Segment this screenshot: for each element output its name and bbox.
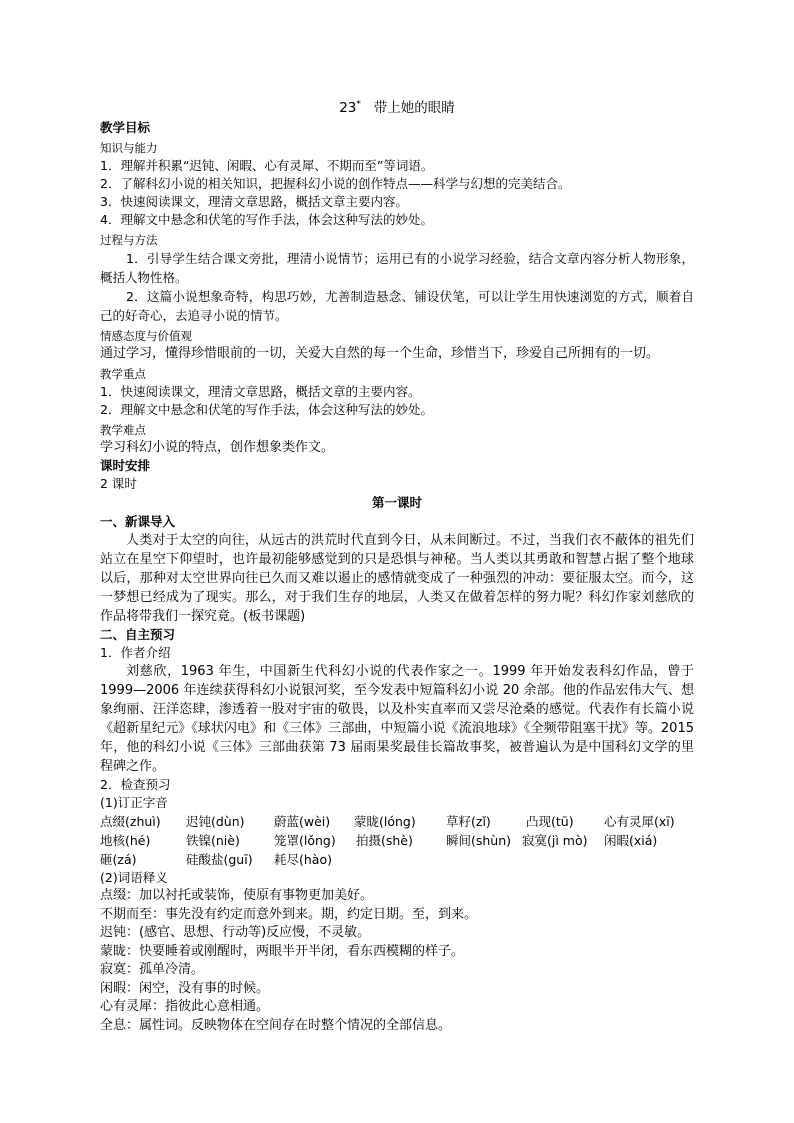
author-text: 刘慈欣，1963 年生，中国新生代科幻小说的代表作家之一。1999 年开始发表科幻作品，曾于 1999—2006 年连续获得科幻小说银河奖，至今发表中短篇科幻小说 20 余部。他的作品宏伟大气、想象绚丽、汪洋恣肆，渗透着一股对宇宙的敬畏，以及朴实直率而又尝尽沧桑的感觉。代表作有长篇小说《超新星纪元》《球状闪电》和《三体》三部曲，中短篇小说《流浪地球》《全频带阻塞干扰》等。2015 年，他的科幻小说《三体》三部曲获第 73 届雨果奖最佳长篇故事奖，被普遍认为是中国科幻文学的里程碑之作。 xyxy=(100,664,694,774)
pronunciation-row xyxy=(100,850,694,869)
schedule-heading: 课时安排 xyxy=(100,458,151,473)
knowledge-item: 2．了解科幻小说的相关知识，把握科幻小说的创作特点——科学与幻想的完美结合。 xyxy=(100,176,571,191)
asterisk-mark: * xyxy=(356,99,361,110)
emotion-heading: 情感态度与价值观 xyxy=(100,329,192,343)
pronunciation-cell: 铁镍(niè) xyxy=(186,833,240,848)
knowledge-item: 4．理解文中悬念和伏笔的写作手法，体会这种写法的妙处。 xyxy=(100,212,433,227)
vocab-item: 心有灵犀：指彼此心意相通。 xyxy=(100,999,270,1014)
vocab-item: 寂寞：孤单冷清。 xyxy=(100,962,205,977)
document-content xyxy=(100,98,694,1035)
vocab-heading: (2)词语释义 xyxy=(100,870,168,885)
pronunciation-cell: 砸(zá) xyxy=(100,852,137,867)
key-points-heading: 教学重点 xyxy=(100,367,146,381)
vocab-item: 全息：属性词。反映物体在空间存在时整个情况的全部信息。 xyxy=(100,1017,452,1033)
pronunciation-cell: 点缀(zhuì) xyxy=(100,814,161,829)
pronunciation-cell: 耗尽(hào) xyxy=(274,852,332,867)
author-heading: 1．作者介绍 xyxy=(100,645,171,660)
pronunciation-cell: 地核(hé) xyxy=(100,833,151,848)
vocab-item: 蒙眬：快要睡着或刚醒时，两眼半开半闭，看东西模糊的样子。 xyxy=(100,943,465,959)
process-item: 2．这篇小说想象奇特，构思巧妙，尤善制造悬念、铺设伏笔，可以让学生用快速浏览的方式，顺着自己的好奇心，去追寻小说的情节。 xyxy=(100,289,694,323)
schedule-text: 2 课时 xyxy=(100,476,137,491)
pronunciation-cell: 蔚蓝(wèi) xyxy=(274,814,331,829)
vocab-item: 迟钝：(感官、思想、行动等)反应慢，不灵敏。 xyxy=(100,925,371,940)
knowledge-item: 3．快速阅读课文，理清文章思路，概括文章主要内容。 xyxy=(100,194,408,209)
intro-text: 人类对于太空的向往，从远古的洪荒时代直到今日，从未间断过。不过，当我们衣不蔽体的祖先们站立在星空下仰望时，也许最初能够感觉到的只是恐惧与神秘。当人类以其勇敢和智慧占据了整个地球以后，那种对太空世界向往已久而又难以遏止的感情就变成了一种强烈的冲动：要征服太空。而今，这一梦想已经成为了现实。那么，对于我们生存的地层，人类又在做着怎样的努力呢？科幻作家刘慈欣的作品将带我们一探究竟。(板书课题) xyxy=(100,533,694,624)
pronunciation-cell: 拍摄(shè) xyxy=(356,833,413,848)
pronunciation-grid xyxy=(100,812,694,869)
pronunciation-cell: 凸现(tū) xyxy=(526,814,574,829)
vocab-item: 不期而至：事先没有约定而意外到来。期，约定日期。至，到来。 xyxy=(100,906,478,922)
intro-heading: 一、新课导入 xyxy=(100,514,176,529)
pronunciation-cell: 迟钝(dùn) xyxy=(186,814,245,829)
pronunciation-heading: (1)订正字音 xyxy=(100,795,168,810)
pronunciation-cell: 瞬间(shùn) xyxy=(446,833,512,848)
pronunciation-cell: 硅酸盐(guī) xyxy=(186,852,253,867)
preview-heading: 二、自主预习 xyxy=(100,627,176,642)
pronunciation-cell: 蒙眬(lóng) xyxy=(354,814,416,829)
lesson-title: 带上她的眼睛 xyxy=(373,100,455,116)
teaching-goals-heading: 教学目标 xyxy=(100,120,151,135)
process-heading: 过程与方法 xyxy=(100,233,158,247)
emotion-text: 通过学习，懂得珍惜眼前的一切，关爱大自然的每一个生命，珍惜当下，珍爱自己所拥有的一切。 xyxy=(100,346,660,361)
knowledge-heading: 知识与能力 xyxy=(100,141,158,155)
lesson-number: 23 xyxy=(339,100,357,116)
check-heading: 2．检查预习 xyxy=(100,777,171,792)
pronunciation-cell: 笼罩(lǒng) xyxy=(274,833,336,848)
pronunciation-cell: 闲暇(xiá) xyxy=(604,833,658,848)
page-title xyxy=(100,98,694,118)
pronunciation-cell: 草籽(zǐ) xyxy=(446,814,491,829)
knowledge-item: 1．理解并积累“迟钝、闲暇、心有灵犀、不期而至”等词语。 xyxy=(100,158,434,173)
vocab-item: 闲暇：闲空，没有事的时候。 xyxy=(100,980,270,996)
lesson1-heading: 第一课时 xyxy=(371,495,422,510)
pronunciation-row xyxy=(100,812,694,831)
pronunciation-cell: 寂寞(jì mò) xyxy=(522,833,588,848)
difficulty-heading: 教学难点 xyxy=(100,423,146,437)
process-item: 1．引导学生结合课文旁批，理清小说情节；运用已有的小说学习经验，结合文章内容分析人物形象，概括人物性格。 xyxy=(100,251,694,285)
vocab-item: 点缀：加以衬托或装饰，使原有事物更加美好。 xyxy=(100,888,374,903)
difficulty-text: 学习科幻小说的特点，创作想象类作文。 xyxy=(100,440,335,455)
key-point-item: 2．理解文中悬念和伏笔的写作手法，体会这种写法的妙处。 xyxy=(100,402,433,417)
pronunciation-cell: 心有灵犀(xī) xyxy=(604,814,675,829)
key-point-item: 1．快速阅读课文，理清文章思路，概括文章的主要内容。 xyxy=(100,384,421,399)
pronunciation-row xyxy=(100,831,694,850)
